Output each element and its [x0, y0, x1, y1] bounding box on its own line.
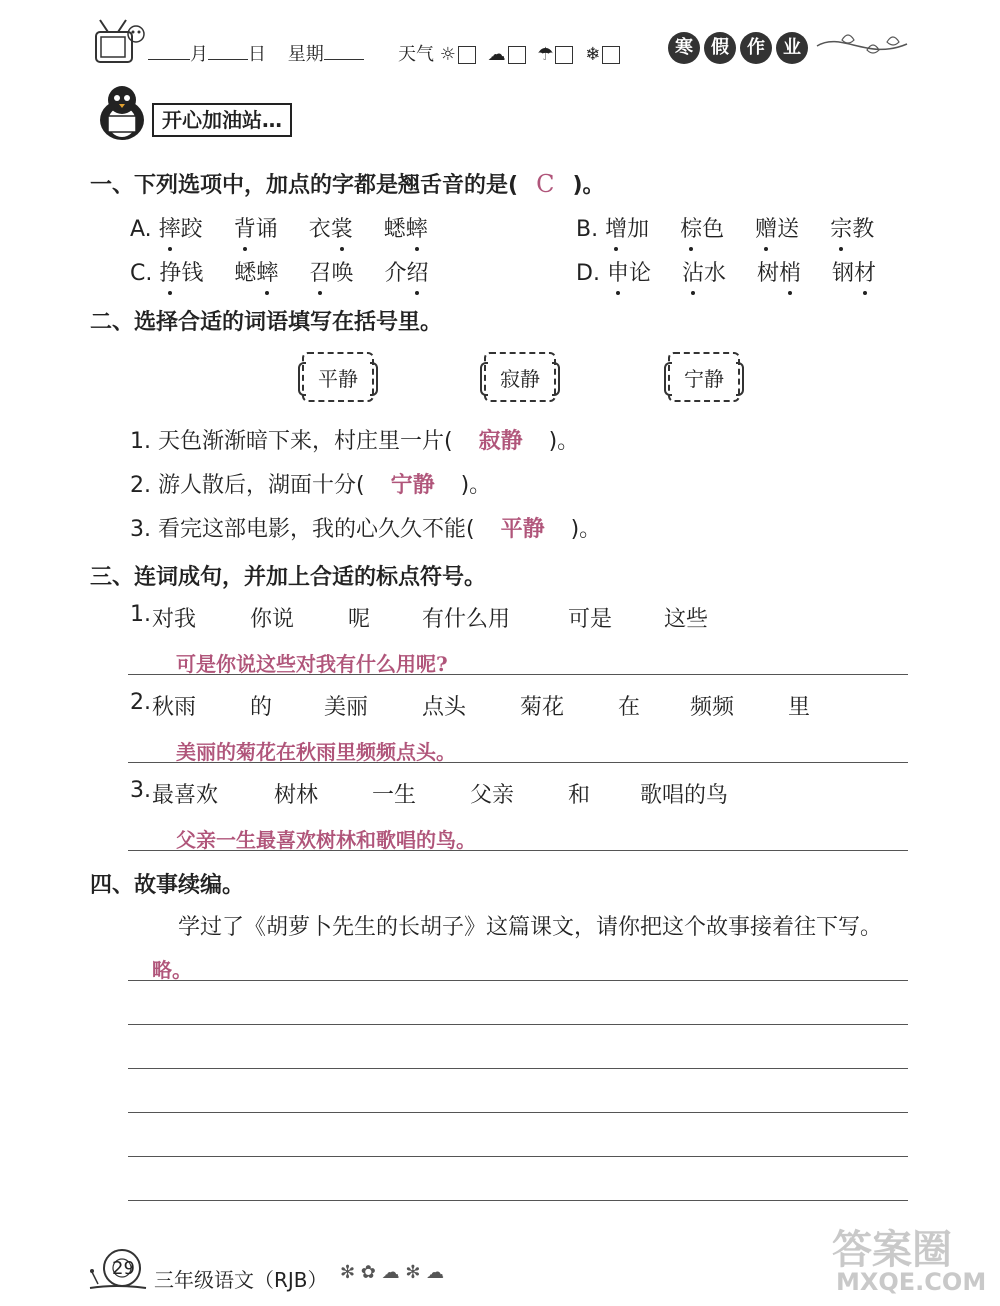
q3-answer[interactable]: 可是你说这些对我有什么用呢? [176, 652, 448, 676]
q3-answer[interactable]: 父亲一生最喜欢树林和歌唱的鸟。 [176, 828, 476, 852]
badge-char: 作 [740, 32, 772, 64]
weather-box [555, 46, 573, 64]
writing-line[interactable] [128, 1068, 908, 1069]
q4-prompt: 学过了《胡萝卜先生的长胡子》这篇课文，请你把这个故事接着往下写。 [178, 915, 883, 940]
q1-close: )。 [572, 173, 605, 198]
subject-label: 三年级语文（RJB） [154, 1268, 328, 1292]
word-choice-box: 寂静 [484, 352, 556, 402]
q3-word: 对我 [152, 607, 197, 632]
watermark-logo: 答案圈 [832, 1227, 952, 1273]
q2-answer[interactable]: 平静 [500, 516, 545, 542]
weather-label: 天气 [398, 44, 434, 65]
winter-homework-badge [668, 32, 812, 64]
weather-box [602, 46, 620, 64]
badge-char: 寒 [668, 32, 700, 64]
q4-title: 四、故事续编。 [90, 873, 245, 898]
sun-icon: ☼ [439, 44, 456, 65]
q3-word: 呢 [348, 607, 371, 632]
word: 增加 [605, 217, 649, 242]
cloud-icon: ☁ [487, 44, 506, 65]
q2-item-3 [130, 512, 601, 543]
word: 背诵 [234, 217, 278, 242]
q2-item-text: 1. 天色渐渐暗下来，村庄里一片( [130, 429, 453, 454]
q1-prompt [90, 168, 605, 199]
q3-word: 父亲 [470, 783, 515, 808]
q1-option-b [576, 212, 874, 243]
penguin-icon [92, 82, 152, 144]
word: 赠送 [755, 217, 799, 242]
rain-icon: ☂ [537, 44, 554, 65]
q3-word: 菊花 [520, 695, 565, 720]
q3-word: 频频 [690, 695, 735, 720]
q2-close: )。 [548, 429, 580, 454]
q3-item-1-number: 1. [130, 602, 151, 627]
q3-word: 你说 [250, 607, 295, 632]
q2-close: )。 [460, 473, 492, 498]
page-number: 29 [112, 1258, 135, 1279]
word: 宗教 [830, 217, 874, 242]
writing-line[interactable] [128, 980, 908, 981]
q2-title: 二、选择合适的词语填写在括号里。 [90, 310, 443, 335]
word-choice-box: 平静 [302, 352, 374, 402]
weekday-label: 星期 [287, 44, 324, 65]
banner-box [152, 103, 292, 137]
snow-icon: ❄ [585, 44, 601, 65]
q3-word: 秋雨 [152, 695, 197, 720]
word: 介绍 [384, 261, 428, 286]
q2-item-text: 3. 看完这部电影，我的心久久不能( [130, 517, 475, 542]
q2-item-2 [130, 468, 491, 499]
word: 挣钱 [159, 261, 203, 286]
q3-word: 和 [568, 783, 591, 808]
q1-answer[interactable]: C [536, 170, 555, 198]
word: 棕色 [680, 217, 724, 242]
badge-char: 假 [704, 32, 736, 64]
answer-line [128, 762, 908, 763]
word: 摔跤 [159, 217, 203, 242]
q1-option-a [130, 212, 428, 243]
q1-option-d [576, 256, 876, 287]
q3-word: 里 [788, 695, 811, 720]
q3-word: 树林 [274, 783, 319, 808]
weather-box [458, 46, 476, 64]
word: 蟋蟀 [234, 261, 278, 286]
q3-title: 三、连词成句，并加上合适的标点符号。 [90, 565, 487, 590]
footer-decoration-icon: ✻ ✿ ☁ ✻ ☁ [340, 1262, 445, 1283]
q4-answer[interactable]: 略。 [152, 958, 192, 982]
word: 树梢 [757, 261, 801, 286]
q3-item-3-number: 3. [130, 778, 151, 803]
word: 申论 [607, 261, 651, 286]
q2-item-1 [130, 424, 579, 455]
month-label: 月 [190, 44, 208, 65]
word: 召唤 [309, 261, 353, 286]
q2-close: )。 [570, 517, 602, 542]
badge-char: 业 [776, 32, 808, 64]
tv-icon [88, 14, 148, 70]
word-choice-box: 宁静 [668, 352, 740, 402]
q3-word: 歌唱的鸟 [640, 783, 729, 808]
q3-word: 有什么用 [422, 607, 511, 632]
word: 蟋蟀 [384, 217, 428, 242]
option-label: D. [576, 261, 600, 286]
watermark-url: MXQE.COM [836, 1268, 987, 1296]
q2-answer[interactable]: 寂静 [478, 428, 523, 454]
weather-row [398, 40, 626, 66]
banner-title: 开心加油站… [162, 108, 282, 132]
q3-item-2-number: 2. [130, 690, 151, 715]
q2-item-text: 2. 游人散后，湖面十分( [130, 473, 365, 498]
q3-word: 这些 [664, 607, 709, 632]
day-label: 日 [248, 44, 266, 65]
q3-answer[interactable]: 美丽的菊花在秋雨里频频点头。 [176, 740, 456, 764]
floral-decoration-icon [812, 26, 912, 66]
q1-option-c [130, 256, 428, 287]
q3-word: 美丽 [324, 695, 369, 720]
answer-line [128, 674, 908, 675]
writing-line[interactable] [128, 1024, 908, 1025]
writing-line[interactable] [128, 1200, 908, 1201]
weather-box [508, 46, 526, 64]
q1-prompt-text: 一、下列选项中，加点的字都是翘舌音的是( [90, 173, 519, 198]
option-label: A. [130, 217, 152, 242]
writing-line[interactable] [128, 1156, 908, 1157]
option-label: B. [576, 217, 599, 242]
q3-word: 点头 [422, 695, 467, 720]
word: 钢材 [832, 261, 876, 286]
writing-line[interactable] [128, 1112, 908, 1113]
q2-answer[interactable]: 宁静 [390, 472, 435, 498]
q3-word: 的 [250, 695, 273, 720]
answer-line [128, 850, 908, 851]
q3-word: 一生 [372, 783, 417, 808]
q3-word: 可是 [568, 607, 613, 632]
q3-word: 在 [618, 695, 641, 720]
word: 沾水 [682, 261, 726, 286]
option-label: C. [130, 261, 153, 286]
q3-word: 最喜欢 [152, 783, 219, 808]
word: 衣裳 [309, 217, 353, 242]
